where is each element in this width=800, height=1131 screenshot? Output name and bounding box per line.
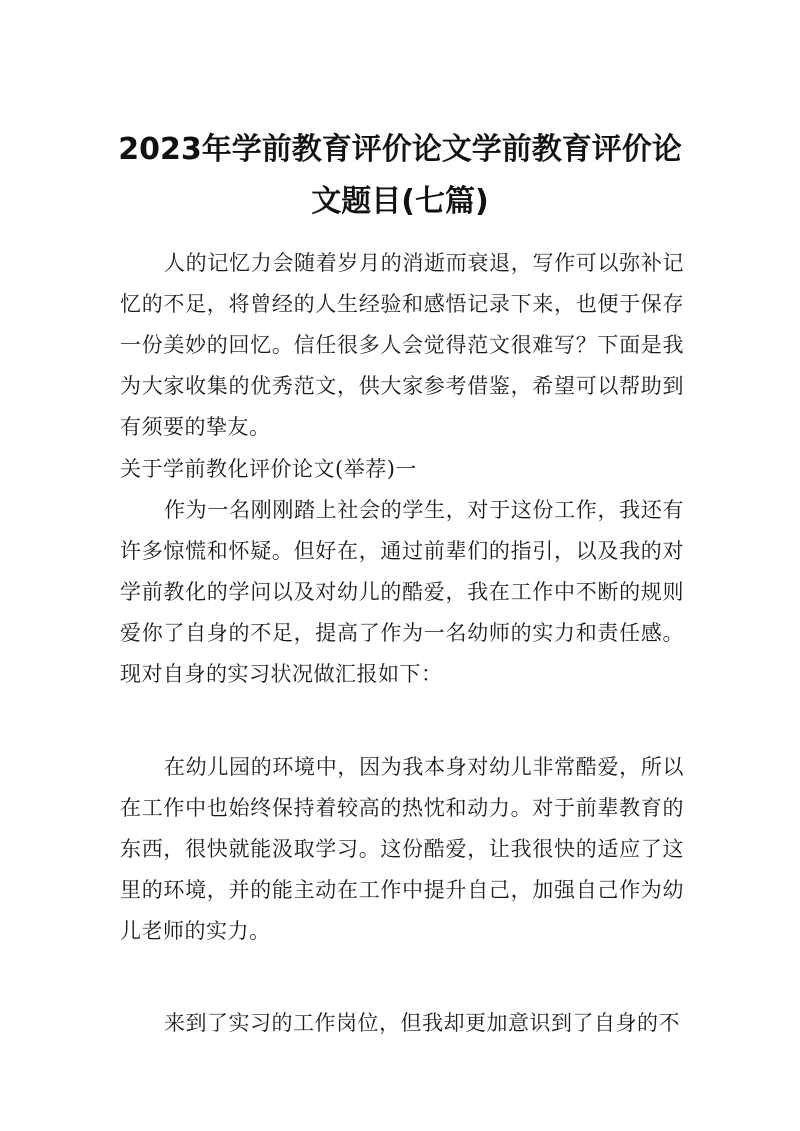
body-paragraph-2: 在幼儿园的环境中，因为我本身对幼儿非常酷爱，所以在工作中也始终保持着较高的热忱和动力。对于前辈教育的东西，很快就能汲取学习。这份酷爱，让我很快的适应了这里的环境，并的能主动在工作中提升自己，加强自己作为幼儿老师的实力。	[120, 755, 684, 943]
intro-paragraph: 人的记忆力会随着岁月的消逝而衰退，写作可以弥补记忆的不足，将曾经的人生经验和感悟记录下来，也便于保存一份美妙的回忆。信任很多人会觉得范文很难写？下面是我为大家收集的优秀范文，供大家参考借鉴，希望可以帮助到有须要的挚友。	[120, 251, 684, 439]
section-heading: 关于学前教化评价论文(举荐)一	[120, 457, 417, 481]
document-title-line-1: 2023年学前教育评价论文学前教育评价论	[118, 132, 682, 167]
document-title-line-2: 文题目(七篇)	[311, 184, 489, 219]
body-paragraph-3: 来到了实习的工作岗位，但我却更加意识到了自身的不	[164, 1011, 680, 1035]
body-paragraph-1: 作为一名刚刚踏上社会的学生，对于这份工作，我还有许多惊慌和怀疑。但好在，通过前辈们的指引，以及我的对学前教化的学问以及对幼儿的酷爱，我在工作中不断的规则爱你了自身的不足，提高了作为一名幼师的实力和责任感。现对自身的实习状况做汇报如下：	[120, 498, 684, 686]
